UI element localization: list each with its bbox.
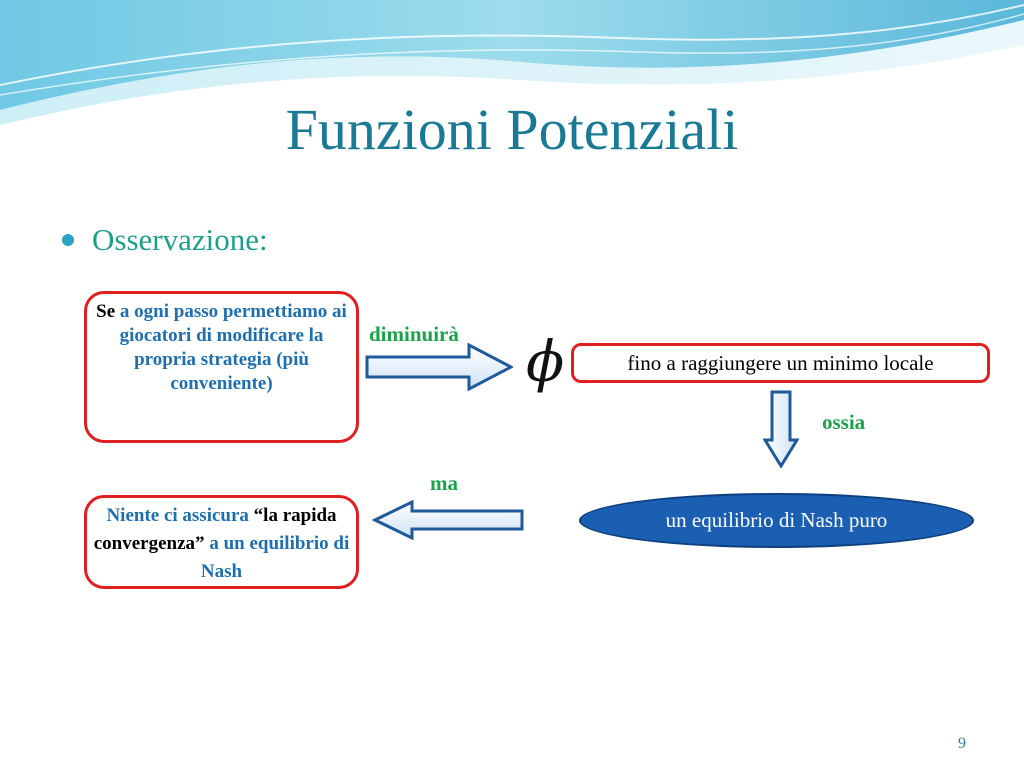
no-guarantee-box xyxy=(84,495,359,589)
ma-label: ma xyxy=(430,471,458,495)
arrow-left-icon xyxy=(372,500,524,540)
no-guarantee-part3: a un equilibrio di Nash xyxy=(200,533,350,582)
diminuira-label: diminuirà xyxy=(369,322,459,346)
bullet-item xyxy=(62,222,268,258)
condition-rest-text: a ogni passo permettiamo ai giocatori di modificare la propria strategia (più conveniente) xyxy=(115,301,347,394)
slide-title: Funzioni Potenziali xyxy=(285,97,739,162)
arrow-down-icon xyxy=(763,390,799,468)
no-guarantee-part2: “la rapida convergenza” xyxy=(93,505,337,554)
bullet-dot-icon xyxy=(62,234,74,246)
page-number: 9 xyxy=(958,735,966,752)
arrow-right-icon xyxy=(365,343,513,391)
nash-equilibrium-oval: un equilibrio di Nash puro xyxy=(579,493,974,548)
phi-symbol: ϕ xyxy=(526,330,565,395)
condition-se-text: Se xyxy=(96,301,116,322)
local-minimum-box: fino a raggiungere un minimo locale xyxy=(571,343,990,383)
bullet-text: Osservazione: xyxy=(92,222,268,257)
ossia-label: ossia xyxy=(822,410,866,434)
condition-box xyxy=(84,291,359,443)
no-guarantee-part1: Niente ci assicura xyxy=(106,505,254,526)
